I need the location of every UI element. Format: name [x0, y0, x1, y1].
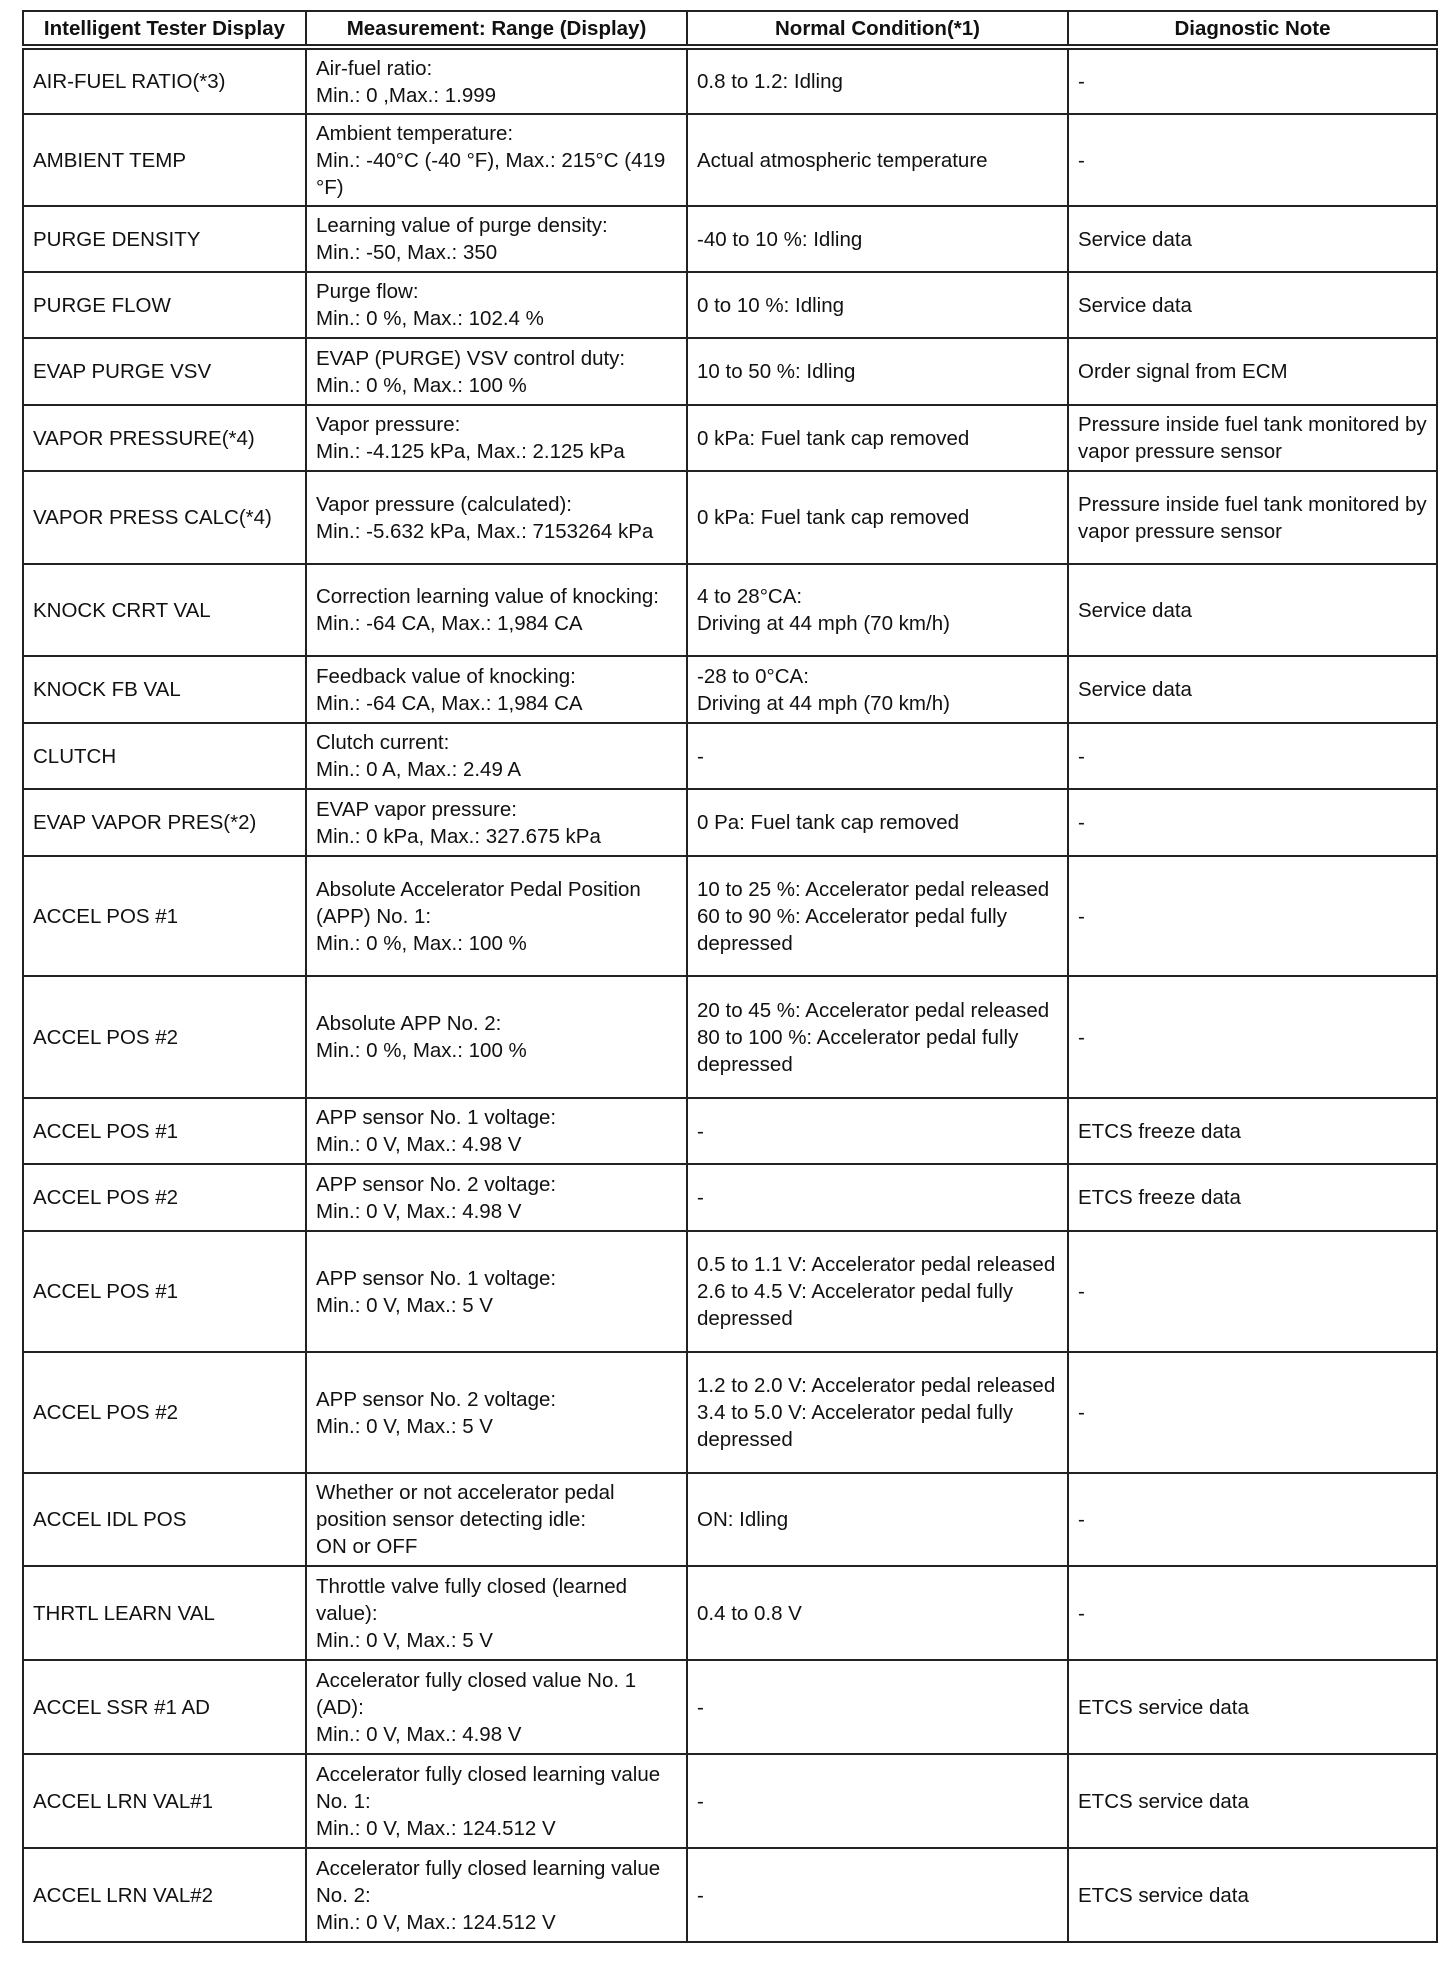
- cell-display: ACCEL SSR #1 AD: [23, 1660, 306, 1754]
- cell-normal: -: [687, 1754, 1068, 1848]
- cell-range: Clutch current: Min.: 0 A, Max.: 2.49 A: [306, 723, 687, 789]
- cell-normal: 1.2 to 2.0 V: Accelerator pedal released 3.4 to 5.0 V: Accelerator pedal fully depressed: [687, 1352, 1068, 1473]
- table-row: [23, 272, 1437, 338]
- table-row: [23, 1660, 1437, 1754]
- cell-normal: 20 to 45 %: Accelerator pedal released 80 to 100 %: Accelerator pedal fully depressed: [687, 976, 1068, 1098]
- cell-normal: 0.4 to 0.8 V: [687, 1566, 1068, 1660]
- table-row: [23, 405, 1437, 471]
- data-list-table: [22, 10, 1438, 1943]
- table-row: [23, 338, 1437, 405]
- table-row: [23, 564, 1437, 656]
- cell-note: -: [1068, 1473, 1437, 1566]
- cell-normal: -: [687, 723, 1068, 789]
- cell-note: -: [1068, 1352, 1437, 1473]
- cell-range: EVAP (PURGE) VSV control duty: Min.: 0 %, Max.: 100 %: [306, 338, 687, 405]
- cell-range: Feedback value of knocking: Min.: -64 CA, Max.: 1,984 CA: [306, 656, 687, 723]
- cell-display: ACCEL IDL POS: [23, 1473, 306, 1566]
- cell-range: APP sensor No. 1 voltage: Min.: 0 V, Max.: 5 V: [306, 1231, 687, 1352]
- cell-note: -: [1068, 1231, 1437, 1352]
- cell-note: ETCS service data: [1068, 1754, 1437, 1848]
- cell-note: -: [1068, 1566, 1437, 1660]
- table-row: [23, 1848, 1437, 1942]
- cell-display: ACCEL LRN VAL#1: [23, 1754, 306, 1848]
- table-row: [23, 1473, 1437, 1566]
- cell-normal: 4 to 28°CA: Driving at 44 mph (70 km/h): [687, 564, 1068, 656]
- cell-range: Learning value of purge density: Min.: -50, Max.: 350: [306, 206, 687, 272]
- cell-normal: 0 kPa: Fuel tank cap removed: [687, 405, 1068, 471]
- cell-display: PURGE FLOW: [23, 272, 306, 338]
- cell-range: EVAP vapor pressure: Min.: 0 kPa, Max.: 327.675 kPa: [306, 789, 687, 856]
- table-row: [23, 1566, 1437, 1660]
- cell-range: Air-fuel ratio: Min.: 0 ,Max.: 1.999: [306, 47, 687, 114]
- cell-range: Ambient temperature: Min.: -40°C (-40 °F), Max.: 215°C (419 °F): [306, 114, 687, 206]
- cell-normal: -: [687, 1848, 1068, 1942]
- document-page: [22, 10, 1436, 1943]
- cell-normal: -28 to 0°CA: Driving at 44 mph (70 km/h): [687, 656, 1068, 723]
- cell-range: APP sensor No. 1 voltage: Min.: 0 V, Max.: 4.98 V: [306, 1098, 687, 1164]
- cell-note: ETCS freeze data: [1068, 1098, 1437, 1164]
- cell-normal: Actual atmospheric temperature: [687, 114, 1068, 206]
- header-tester-display: Intelligent Tester Display: [23, 11, 306, 47]
- cell-display: ACCEL POS #1: [23, 1098, 306, 1164]
- cell-display: KNOCK CRRT VAL: [23, 564, 306, 656]
- cell-display: THRTL LEARN VAL: [23, 1566, 306, 1660]
- cell-normal: -: [687, 1660, 1068, 1754]
- cell-range: Whether or not accelerator pedal position sensor detecting idle: ON or OFF: [306, 1473, 687, 1566]
- table-row: [23, 1754, 1437, 1848]
- cell-normal: 0.8 to 1.2: Idling: [687, 47, 1068, 114]
- cell-display: ACCEL POS #1: [23, 1231, 306, 1352]
- table-row: [23, 656, 1437, 723]
- cell-note: -: [1068, 723, 1437, 789]
- table-row: [23, 1352, 1437, 1473]
- header-diagnostic-note: Diagnostic Note: [1068, 11, 1437, 47]
- cell-normal: 10 to 25 %: Accelerator pedal released 60 to 90 %: Accelerator pedal fully depressed: [687, 856, 1068, 976]
- cell-normal: -40 to 10 %: Idling: [687, 206, 1068, 272]
- cell-range: Accelerator fully closed learning value No. 2: Min.: 0 V, Max.: 124.512 V: [306, 1848, 687, 1942]
- cell-note: Service data: [1068, 656, 1437, 723]
- cell-note: Service data: [1068, 564, 1437, 656]
- table-row: [23, 1164, 1437, 1231]
- cell-note: ETCS service data: [1068, 1848, 1437, 1942]
- cell-normal: 0 to 10 %: Idling: [687, 272, 1068, 338]
- cell-display: ACCEL POS #2: [23, 1352, 306, 1473]
- table-row: [23, 47, 1437, 114]
- cell-note: Service data: [1068, 272, 1437, 338]
- cell-display: CLUTCH: [23, 723, 306, 789]
- cell-normal: -: [687, 1098, 1068, 1164]
- cell-note: -: [1068, 114, 1437, 206]
- table-row: [23, 976, 1437, 1098]
- cell-display: ACCEL POS #2: [23, 1164, 306, 1231]
- table-body: [23, 47, 1437, 1942]
- cell-range: Absolute APP No. 2: Min.: 0 %, Max.: 100 %: [306, 976, 687, 1098]
- header-normal-condition: Normal Condition(*1): [687, 11, 1068, 47]
- cell-range: Throttle valve fully closed (learned value): Min.: 0 V, Max.: 5 V: [306, 1566, 687, 1660]
- cell-range: Vapor pressure (calculated): Min.: -5.632 kPa, Max.: 7153264 kPa: [306, 471, 687, 564]
- cell-note: Order signal from ECM: [1068, 338, 1437, 405]
- cell-note: ETCS service data: [1068, 1660, 1437, 1754]
- cell-display: AIR-FUEL RATIO(*3): [23, 47, 306, 114]
- cell-range: Purge flow: Min.: 0 %, Max.: 102.4 %: [306, 272, 687, 338]
- table-row: [23, 1098, 1437, 1164]
- cell-range: APP sensor No. 2 voltage: Min.: 0 V, Max.: 4.98 V: [306, 1164, 687, 1231]
- cell-display: ACCEL POS #2: [23, 976, 306, 1098]
- cell-note: Pressure inside fuel tank monitored by vapor pressure sensor: [1068, 471, 1437, 564]
- cell-display: PURGE DENSITY: [23, 206, 306, 272]
- table-row: [23, 206, 1437, 272]
- cell-note: ETCS freeze data: [1068, 1164, 1437, 1231]
- table-row: [23, 789, 1437, 856]
- cell-display: AMBIENT TEMP: [23, 114, 306, 206]
- cell-note: Service data: [1068, 206, 1437, 272]
- cell-normal: -: [687, 1164, 1068, 1231]
- cell-range: Correction learning value of knocking: Min.: -64 CA, Max.: 1,984 CA: [306, 564, 687, 656]
- header-measurement-range: Measurement: Range (Display): [306, 11, 687, 47]
- cell-normal: 0.5 to 1.1 V: Accelerator pedal released 2.6 to 4.5 V: Accelerator pedal fully depressed: [687, 1231, 1068, 1352]
- table-row: [23, 114, 1437, 206]
- cell-note: -: [1068, 976, 1437, 1098]
- cell-display: KNOCK FB VAL: [23, 656, 306, 723]
- cell-range: Absolute Accelerator Pedal Position (APP) No. 1: Min.: 0 %, Max.: 100 %: [306, 856, 687, 976]
- cell-range: Accelerator fully closed value No. 1 (AD): Min.: 0 V, Max.: 4.98 V: [306, 1660, 687, 1754]
- cell-display: ACCEL LRN VAL#2: [23, 1848, 306, 1942]
- cell-display: EVAP VAPOR PRES(*2): [23, 789, 306, 856]
- cell-display: VAPOR PRESSURE(*4): [23, 405, 306, 471]
- cell-note: -: [1068, 856, 1437, 976]
- table-row: [23, 471, 1437, 564]
- cell-normal: 0 kPa: Fuel tank cap removed: [687, 471, 1068, 564]
- cell-range: Accelerator fully closed learning value No. 1: Min.: 0 V, Max.: 124.512 V: [306, 1754, 687, 1848]
- cell-normal: 10 to 50 %: Idling: [687, 338, 1068, 405]
- cell-note: Pressure inside fuel tank monitored by vapor pressure sensor: [1068, 405, 1437, 471]
- cell-range: APP sensor No. 2 voltage: Min.: 0 V, Max.: 5 V: [306, 1352, 687, 1473]
- cell-normal: 0 Pa: Fuel tank cap removed: [687, 789, 1068, 856]
- cell-display: ACCEL POS #1: [23, 856, 306, 976]
- cell-normal: ON: Idling: [687, 1473, 1068, 1566]
- table-row: [23, 856, 1437, 976]
- cell-display: VAPOR PRESS CALC(*4): [23, 471, 306, 564]
- table-row: [23, 1231, 1437, 1352]
- cell-range: Vapor pressure: Min.: -4.125 kPa, Max.: 2.125 kPa: [306, 405, 687, 471]
- cell-note: -: [1068, 47, 1437, 114]
- cell-display: EVAP PURGE VSV: [23, 338, 306, 405]
- table-row: [23, 723, 1437, 789]
- table-header-row: [23, 11, 1437, 47]
- cell-note: -: [1068, 789, 1437, 856]
